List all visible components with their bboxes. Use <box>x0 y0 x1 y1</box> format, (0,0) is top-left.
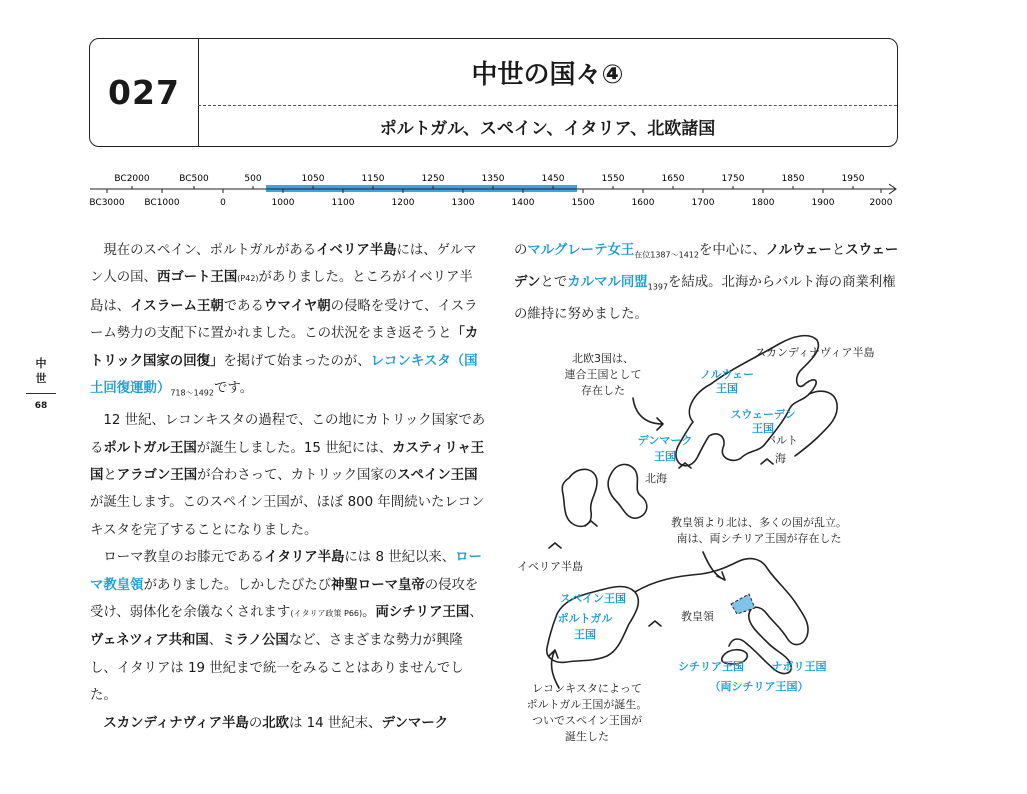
term: ヴェネツィア共和国 <box>90 633 209 649</box>
page-ref: (P42) <box>237 274 259 284</box>
text: の侵略を受けて、イスラーム勢力の支配下に置かれました。この状況をまき返そうと <box>90 298 478 342</box>
text: には 8 世紀以来、 <box>344 550 456 566</box>
term: カスティリャ王国 <box>90 440 485 483</box>
timeline-bottom-label: 1900 <box>811 198 835 208</box>
label-baltic-1: バルト <box>765 434 798 447</box>
label-papal-states: 教皇領 <box>681 610 714 623</box>
label-sicily: シチリア王国 <box>678 660 744 673</box>
date-note: 718〜1492 <box>170 388 214 398</box>
era-label <box>26 356 56 386</box>
term: スウェーデン <box>514 243 899 291</box>
chapter-subtitle: ポルトガル、スペイン、イタリア、北欧諸国 <box>379 119 716 139</box>
date-note: 在位1387〜1412 <box>634 250 699 260</box>
label-two-sicilies: （両シチリア王国） <box>709 680 809 693</box>
timeline-top-label: 1850 <box>781 174 805 184</box>
timeline-top-label: BC500 <box>179 174 209 184</box>
europe-map <box>505 318 905 758</box>
date-note: 1397 <box>647 282 668 292</box>
timeline-top-label: 1650 <box>661 174 685 184</box>
timeline-bottom-label: BC3000 <box>89 198 125 208</box>
key-term: カルマル同盟 <box>567 275 648 291</box>
text: の <box>248 715 263 731</box>
timeline-bottom-label: 1000 <box>271 198 295 208</box>
timeline-bottom-label: BC1000 <box>144 198 180 208</box>
term: スカンディナヴィア半島 <box>103 715 249 731</box>
term: 西ゴート王国 <box>156 270 238 286</box>
text: 、 <box>469 604 483 620</box>
britain-coastline <box>562 469 597 526</box>
chapter-title: 中世の国々④ <box>471 59 624 90</box>
text: である <box>223 298 264 314</box>
label-denmark-2: 王国 <box>654 450 676 463</box>
text: を掲げて始まったのが、 <box>223 353 371 369</box>
italy-coastline <box>635 559 808 674</box>
text: とで <box>540 275 568 291</box>
timeline-top-labels <box>114 174 864 184</box>
term: 神聖ローマ皇帝 <box>331 577 425 593</box>
text: が誕生しました。15 世紀には、 <box>196 440 393 456</box>
term: 「カトリック国家の回復」 <box>90 326 479 369</box>
text: は 14 世紀末、 <box>288 715 382 731</box>
text: と <box>831 243 846 258</box>
text: 現在のスペイン、ポルトガルがある <box>103 243 317 258</box>
label-portugal-1: ポルトガル <box>557 612 613 625</box>
timeline-top-label: 500 <box>244 174 262 184</box>
term: 両シチリア王国 <box>375 604 470 620</box>
papal-states-hatch <box>731 594 755 614</box>
denmark-coastline <box>608 464 647 518</box>
timeline-bottom-label: 1300 <box>451 198 475 208</box>
side-marker <box>26 356 56 411</box>
text: 、 <box>208 633 223 649</box>
timeline-top-label: 1450 <box>541 174 565 184</box>
label-norway-2: 王国 <box>716 382 738 395</box>
label-spain: スペイン王国 <box>560 592 626 605</box>
era-char-1: 中 <box>35 357 47 370</box>
term: イベリア半島 <box>316 243 397 258</box>
paragraph-5 <box>514 237 904 329</box>
timeline-bottom-label: 2000 <box>869 198 893 208</box>
timeline-bottom-label: 1100 <box>331 198 355 208</box>
term: ミラノ公国 <box>222 633 289 649</box>
paragraph-1 <box>90 237 486 407</box>
text: の侵攻を受け、弱体化を余儀なくされます <box>90 577 479 620</box>
text: が誕生します。このスペイン王国が、ほぼ 800 年間続いたレコンキスタを完了することになりました。 <box>90 495 485 538</box>
text: には、ゲルマン人の国、 <box>90 243 477 286</box>
timeline-bottom-label: 1400 <box>511 198 535 208</box>
label-scandinavia: スカンディナヴィア半島 <box>755 346 875 359</box>
note-nordic-3: 存在した <box>581 384 625 397</box>
chapter-header <box>89 38 898 147</box>
timeline-top-label: 1950 <box>841 174 865 184</box>
timeline-bottom-label: 0 <box>220 198 226 208</box>
label-norway-1: ノルウェー <box>699 368 755 381</box>
note-reconquista-2: ポルトガル王国が誕生。 <box>526 698 648 711</box>
timeline-bottom-labels <box>89 198 892 208</box>
page-ref: (イタリア政策 P66) <box>290 608 363 618</box>
label-naples: ナポリ王国 <box>771 660 827 673</box>
era-char-2: 世 <box>35 372 47 385</box>
callout-arrow-papal <box>703 552 725 580</box>
term: デンマーク <box>381 715 449 731</box>
paragraph-3 <box>90 544 486 709</box>
term: 北欧 <box>262 715 289 731</box>
text: を結成。北海からバルト海の商業利権の維持に努めました。 <box>514 275 896 323</box>
page-number: 68 <box>34 401 48 411</box>
text: など、さまざまな勢力が興隆し、イタリアは 19 世紀まで統一をみることはありませんでした。 <box>90 633 464 704</box>
text: の <box>514 243 528 258</box>
timeline <box>0 165 1027 215</box>
wave-mark <box>585 521 597 526</box>
paragraph-4 <box>90 710 486 737</box>
label-sweden-1: スウェーデン <box>730 408 796 421</box>
key-term: ローマ教皇領 <box>90 550 482 593</box>
text: がありました。ところがイベリア半島は、 <box>90 270 473 314</box>
timeline-top-label: 1750 <box>721 174 745 184</box>
note-reconquista-4: 誕生した <box>565 730 609 743</box>
wave-mark <box>549 543 561 548</box>
label-north-sea: 北海 <box>645 472 667 485</box>
timeline-bottom-label: 1200 <box>391 198 415 208</box>
timeline-top-label: 1350 <box>481 174 505 184</box>
note-nordic-1: 北欧3国は、 <box>572 352 634 365</box>
wave-mark <box>649 621 661 626</box>
label-portugal-2: 王国 <box>574 628 596 641</box>
text: 。 <box>362 604 376 620</box>
note-papal-1: 教皇領より北は、多くの国が乱立。 <box>671 516 847 529</box>
text: ローマ教皇のお膝元である <box>103 550 265 566</box>
text: 12 世紀、レコンキスタの過程で、この地にカトリック国家である <box>90 413 486 456</box>
term: アラゴン王国 <box>116 467 198 483</box>
header-divider <box>198 105 897 106</box>
note-reconquista-3: ついでスペイン王国が <box>532 714 642 727</box>
timeline-bottom-label: 1700 <box>691 198 715 208</box>
body-right-column <box>514 237 904 329</box>
key-term: レコンキスタ（国土回復運動） <box>90 353 478 397</box>
note-papal-2: 南は、両シチリア王国が存在した <box>676 532 842 545</box>
term: ウマイヤ朝 <box>263 298 331 314</box>
timeline-bottom-label: 1500 <box>571 198 595 208</box>
term: ポルトガル王国 <box>103 440 197 456</box>
paragraph-2 <box>90 407 486 544</box>
text: がありました。しかしたびたび <box>143 577 332 593</box>
timeline-top-label: 1550 <box>601 174 625 184</box>
body-left-column <box>90 237 486 737</box>
term: イスラーム王朝 <box>130 298 224 314</box>
timeline-top-label: 1050 <box>301 174 325 184</box>
text: と <box>103 467 117 483</box>
key-term: マルグレーテ女王 <box>527 243 635 258</box>
text: を中心に、 <box>698 243 766 258</box>
note-nordic-2: 連合王国として <box>564 368 642 381</box>
timeline-top-label: BC2000 <box>114 174 150 184</box>
label-baltic-2: 海 <box>775 452 786 465</box>
label-denmark-1: デンマーク <box>637 434 693 447</box>
timeline-top-label: 1150 <box>361 174 385 184</box>
timeline-bottom-label: 1800 <box>751 198 775 208</box>
label-sweden-2: 王国 <box>752 422 774 435</box>
note-reconquista-1: レコンキスタによって <box>532 682 642 695</box>
timeline-top-label: 1250 <box>421 174 445 184</box>
text: が合わさって、カトリック国家の <box>197 467 398 483</box>
label-iberia: イベリア半島 <box>517 560 583 573</box>
finland-coastline <box>795 391 837 456</box>
term: ノルウェー <box>765 243 832 258</box>
term: スペイン王国 <box>397 467 478 483</box>
chapter-number: 027 <box>90 39 199 146</box>
term: イタリア半島 <box>264 550 345 566</box>
timeline-bottom-label: 1600 <box>631 198 655 208</box>
side-divider <box>26 393 56 394</box>
wave-mark <box>761 459 773 464</box>
text: です。 <box>213 381 254 397</box>
callout-arrow-nordic <box>633 398 663 430</box>
